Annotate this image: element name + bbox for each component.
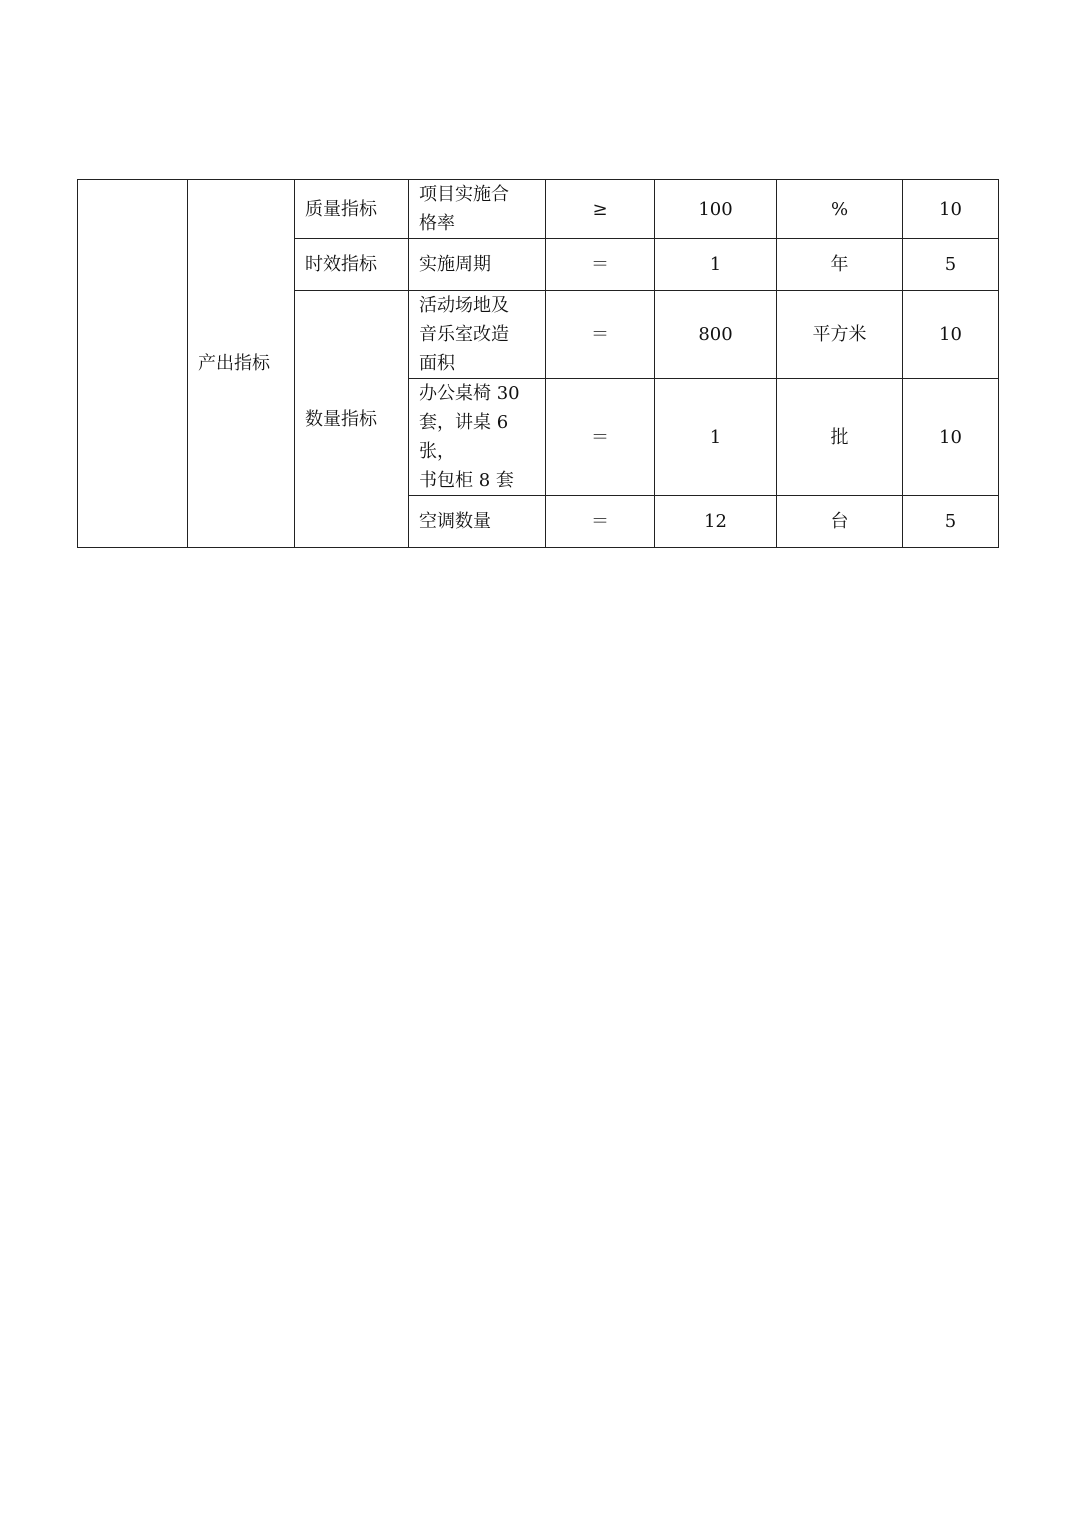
- indicator-name: 办公桌椅 30 套，讲桌 6 张， 书包柜 8 套: [409, 379, 546, 496]
- unit: %: [777, 180, 903, 239]
- indicator-name: 项目实施合 格率: [409, 180, 546, 239]
- indicator-name: 活动场地及 音乐室改造 面积: [409, 291, 546, 379]
- operator: ＝: [546, 496, 655, 548]
- operator: ＝: [546, 239, 655, 291]
- unit: 年: [777, 239, 903, 291]
- score: 10: [903, 291, 999, 379]
- output-indicator-label: 产出指标: [188, 180, 295, 548]
- operator: ≥: [546, 180, 655, 239]
- indicator-name: 空调数量: [409, 496, 546, 548]
- target-value: 1: [655, 239, 777, 291]
- score: 10: [903, 180, 999, 239]
- operator: ＝: [546, 379, 655, 496]
- score: 5: [903, 496, 999, 548]
- operator: ＝: [546, 291, 655, 379]
- category-timeliness: 时效指标: [295, 239, 409, 291]
- indicator-name: 实施周期: [409, 239, 546, 291]
- score: 10: [903, 379, 999, 496]
- unit: 批: [777, 379, 903, 496]
- unit: 台: [777, 496, 903, 548]
- table-row: [78, 180, 999, 239]
- empty-first-level-cell: [78, 180, 188, 548]
- target-value: 800: [655, 291, 777, 379]
- target-value: 12: [655, 496, 777, 548]
- target-value: 1: [655, 379, 777, 496]
- performance-indicator-table: [77, 179, 999, 548]
- category-quality: 质量指标: [295, 180, 409, 239]
- target-value: 100: [655, 180, 777, 239]
- unit: 平方米: [777, 291, 903, 379]
- category-quantity: 数量指标: [295, 291, 409, 548]
- score: 5: [903, 239, 999, 291]
